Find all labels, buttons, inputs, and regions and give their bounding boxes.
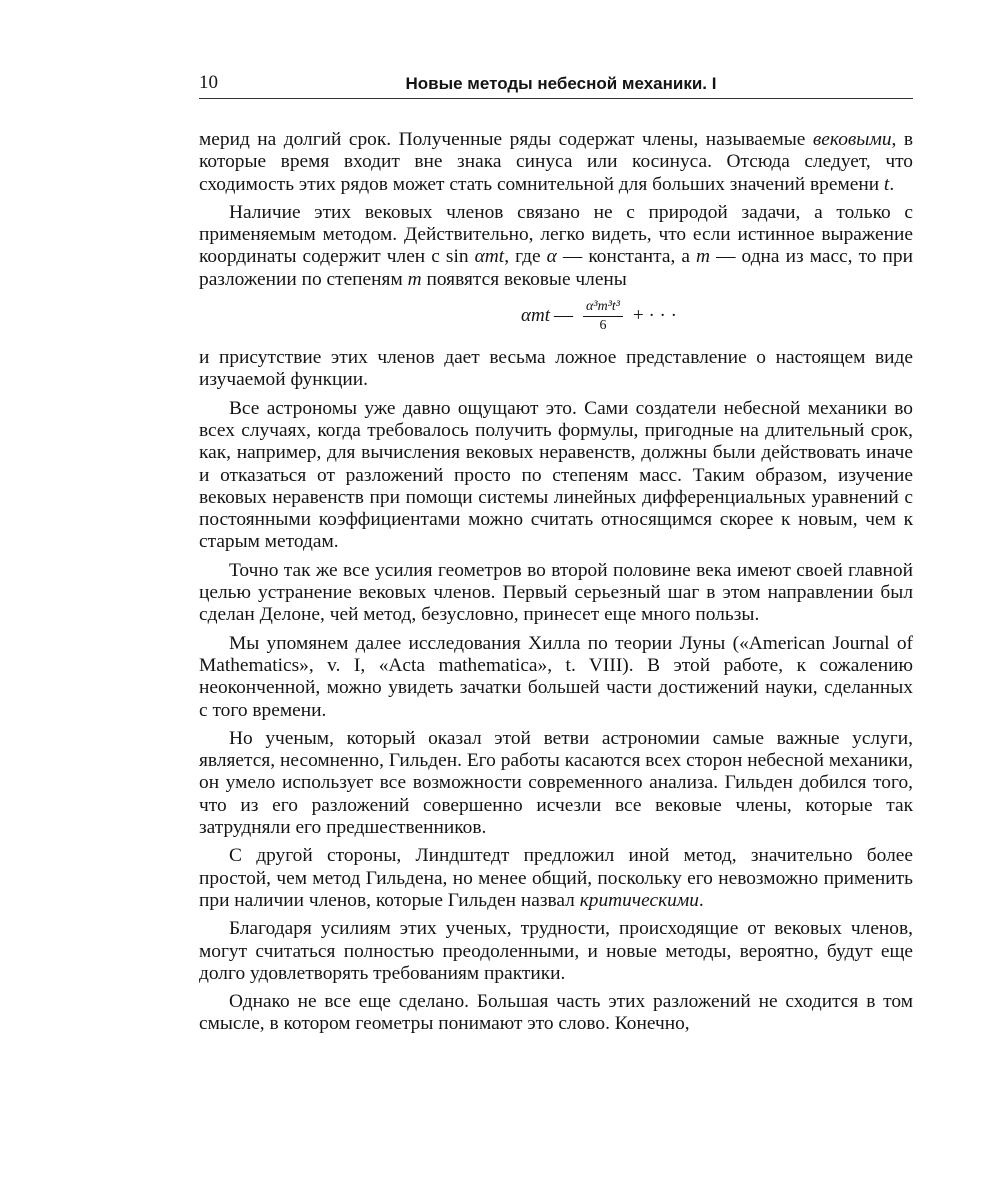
formula-term-amt: αmt bbox=[521, 304, 551, 326]
paragraph-1-italic-term: вековыми bbox=[812, 129, 892, 150]
page-header bbox=[199, 70, 913, 99]
paragraph-2-var-alpha: α bbox=[546, 246, 557, 268]
page-number: 10 bbox=[199, 72, 218, 93]
paragraph-1 bbox=[199, 129, 913, 196]
paragraph-2-var-m: m bbox=[696, 246, 711, 268]
formula-fraction bbox=[583, 299, 623, 334]
formula-series bbox=[199, 289, 913, 343]
paragraph-8-text-a: С другой стороны, Линдштедт предложил иной метод, значительно более простой, чем метод Гильдена, но менее общий, поскольку его невозможно применить при наличии членов, которые Гильден назвал bbox=[199, 845, 913, 911]
paragraph-3: и присутствие этих членов дает весьма ложное представление о настоящем виде изучаемой функции. bbox=[199, 347, 913, 391]
paragraph-1-text-a: мерид на долгий срок. Полученные ряды содержат члены, называемые bbox=[199, 129, 813, 150]
paragraph-1-text-c: . bbox=[889, 173, 895, 195]
paragraph-4: Все астрономы уже давно ощущают это. Сами создатели небесной механики во всех случаях, когда требовалось получить формулы, пригодные на длительный срок, как, например, для вычисления вековых неравенств, должны были действовать иначе и отказаться от разложений просто по степеням масс. Таким образом, изучение вековых неравенств при помощи системы линейных дифференциальных уравнений с постоянными коэффициентами можно считать относящимся скорее к новым, чем к старым методам. bbox=[199, 397, 913, 553]
paragraph-8 bbox=[199, 845, 913, 912]
paragraph-2-text-b: , где bbox=[504, 246, 547, 268]
running-title: Новые методы небесной механики. I bbox=[405, 74, 717, 93]
paragraph-2-text-e: появятся вековые члены bbox=[421, 268, 627, 290]
paragraph-2-text-a: Наличие этих вековых членов связано не с природой задачи, а только с применяемым методом. Действительно, легко видеть, что если истинное выражение координаты содержит член с sin bbox=[199, 201, 913, 268]
formula-numerator: α³m³t³ bbox=[583, 299, 623, 317]
paragraph-10: Однако не все еще сделано. Большая часть этих разложений не сходится в том смысле, в котором геометры понимают это слово. Конечно, bbox=[199, 991, 913, 1035]
formula-tail: + · · · bbox=[632, 304, 677, 326]
paragraph-2-text-c: — константа, а bbox=[556, 246, 697, 268]
paragraph-2-var-amt: αmt bbox=[474, 246, 505, 268]
paragraph-6: Мы упомянем далее исследования Хилла по теории Луны («American Journal of Mathematics», v. I, «Acta mathematica», t. VIII). В этой работе, к сожалению неоконченной, можно увидеть зачатки большей части достижений науки, сделанных с того времени. bbox=[199, 632, 913, 721]
paragraph-1-var-t: t bbox=[883, 173, 890, 195]
paragraph-5: Точно так же все усилия геометров во второй половине века имеют своей главной целью устранение вековых членов. Первый серьезный шаг в этом направлении был сделан Делоне, чей метод, безусловно, принесет еще много пользы. bbox=[199, 559, 913, 626]
page-body bbox=[199, 129, 913, 1036]
paragraph-8-text-b: . bbox=[698, 889, 704, 911]
paragraph-1-text-b: , в которые время входит вне знака синуса или косинуса. Отсюда следует, что сходимость этих рядов может стать сомнительной для больших значений времени bbox=[199, 129, 913, 195]
book-page bbox=[199, 70, 913, 1042]
formula-denominator: 6 bbox=[599, 317, 607, 333]
paragraph-2 bbox=[199, 202, 913, 291]
paragraph-7: Но ученым, который оказал этой ветви астрономии самые важные услуги, является, несомненно, Гильден. Его работы касаются всех сторон небесной механики, он умело использует все возможности современного анализа. Гильден добился того, что из его разложений совершенно исчезли все вековые члены, которые так затрудняли его предшественников. bbox=[199, 727, 913, 839]
paragraph-2-text-d: — одна из масс, то при разложении по степеням bbox=[199, 246, 913, 290]
paragraph-8-italic-term: критическими bbox=[579, 889, 699, 911]
formula-minus: — bbox=[554, 304, 574, 326]
paragraph-2-var-m-2: m bbox=[407, 268, 422, 290]
paragraph-9: Благодаря усилиям этих ученых, трудности, происходящие от вековых членов, могут считаться полностью преодоленными, и новые методы, вероятно, будут еще долго удовлетворять требованиям практики. bbox=[199, 918, 913, 984]
